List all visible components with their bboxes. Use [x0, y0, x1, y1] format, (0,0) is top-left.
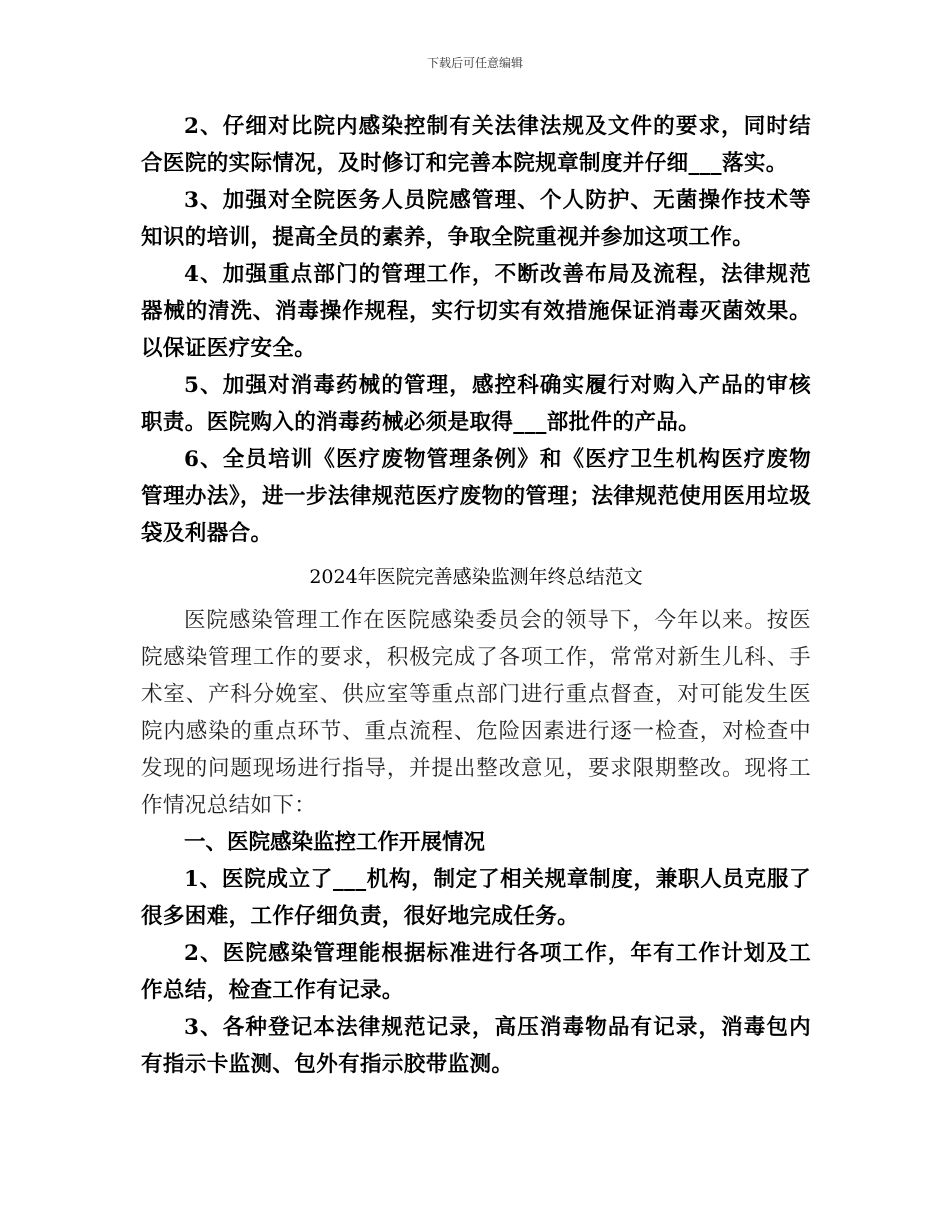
intro-paragraph: 医院感染管理工作在医院感染委员会的领导下，今年以来。按医院感染管理工作的要求，积极完成了各项工作，常常对新生儿科、手术室、产科分娩室、供应室等重点部门进行重点督查，对可能发生医院内感染的重点环节、重点流程、危险因素进行逐一检查，对检查中发现的问题现场进行指导，并提出整改意见，要求限期整改。现将工作情况总结如下： [141, 608, 811, 818]
summary-item-2: 2、医院感染管理能根据标准进行各项工作，年有工作计划及工作总结，检查工作有记录。 [141, 941, 811, 1003]
document-body [141, 108, 811, 1083]
paragraph-item-6: 6、全员培训《医疗废物管理条例》和《医疗卫生机构医疗废物管理办法》，进一步法律规范医疗废物的管理；法律规范使用医用垃圾袋及利器合。 [141, 447, 811, 546]
paragraph-item-2: 2、仔细对比院内感染控制有关法律法规及文件的要求，同时结合医院的实际情况，及时修订和完善本院规章制度并仔细___落实。 [141, 114, 811, 176]
paragraph-item-4: 4、加强重点部门的管理工作，不断改善布局及流程，法律规范器械的清洗、消毒操作规程，实行切实有效措施保证消毒灭菌效果。以保证医疗安全。 [141, 262, 811, 361]
page-header: 下载后可任意编辑 [426, 56, 523, 70]
section-title: 2024年医院完善感染监测年终总结范文 [309, 566, 643, 588]
paragraph-item-3: 3、加强对全院医务人员院感管理、个人防护、无菌操作技术等知识的培训，提高全员的素养，争取全院重视并参加这项工作。 [141, 188, 811, 250]
paragraph-item-5: 5、加强对消毒药械的管理，感控科确实履行对购入产品的审核职责。医院购入的消毒药械必须是取得___部批件的产品。 [141, 373, 811, 435]
summary-item-3: 3、各种登记本法律规范记录，高压消毒物品有记录，消毒包内有指示卡监测、包外有指示胶带监测。 [141, 1015, 811, 1077]
summary-item-1: 1、医院成立了___机构，制定了相关规章制度，兼职人员克服了很多困难，工作仔细负责，很好地完成任务。 [141, 867, 811, 929]
subheading: 一、医院感染监控工作开展情况 [184, 830, 486, 855]
